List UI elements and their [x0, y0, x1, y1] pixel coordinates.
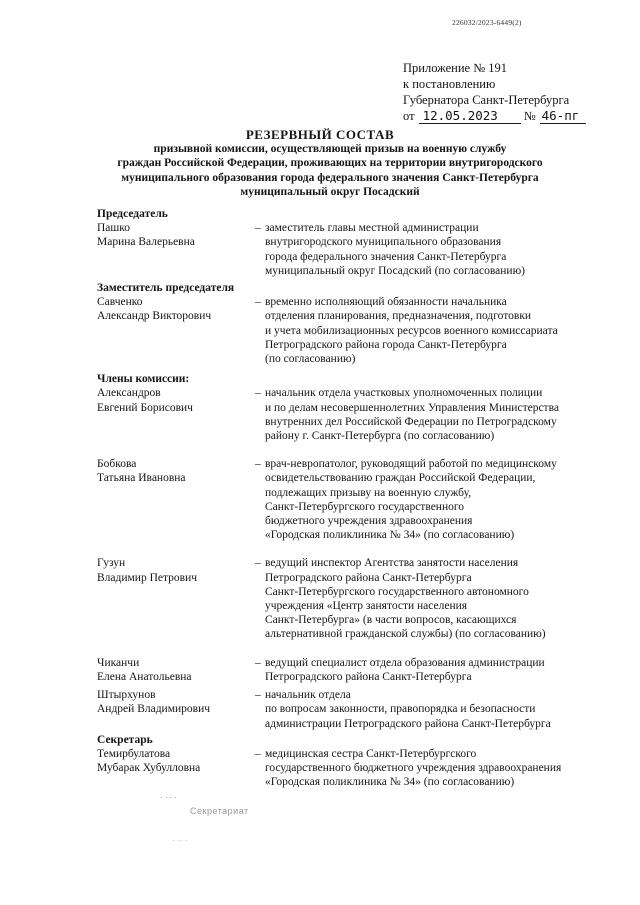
role-line: «Городская поликлиника № 34» (по согласованию): [265, 776, 515, 789]
section-heading-chairman: Председатель: [97, 208, 168, 220]
role-line: ведущий специалист отдела образования администрации: [265, 656, 545, 669]
member-role: [265, 221, 617, 278]
member-role: [265, 747, 617, 790]
role-line: «Городская поликлиника № 34» (по согласованию): [265, 529, 515, 542]
appendix-line-1: Приложение № 191: [403, 61, 508, 75]
role-line: (по согласованию): [265, 353, 356, 366]
role-line: врач-невропатолог, руководящий работой по медицинскому: [265, 458, 557, 471]
dash: –: [255, 296, 261, 309]
member-entry: [97, 556, 617, 641]
section-heading-members: Члены комиссии:: [97, 373, 190, 386]
subtitle-line: муниципального образования города федерального значения Санкт-Петербурга: [121, 171, 539, 184]
role-line: Петроградского района Санкт-Петербурга: [265, 670, 472, 683]
composition-list: [97, 207, 617, 804]
number-prefix: №: [523, 109, 536, 123]
decree-date: 12.05.2023: [419, 109, 521, 124]
member-entry: [97, 688, 617, 731]
member-role: [265, 556, 617, 641]
member-name: [97, 295, 255, 366]
role-line: учреждения «Центр занятости населения: [265, 600, 468, 613]
role-line: внутренних дел Российской Федерации по Петроградскому: [265, 415, 557, 428]
member-name: [97, 556, 255, 641]
role-line: Санкт-Петербургского государственного автономного: [265, 585, 529, 598]
member-role: [265, 457, 617, 542]
faint-stamp-mark: · ·· ·: [172, 836, 188, 845]
role-line: Санкт-Петербургского государственного: [265, 500, 465, 513]
given-names: Татьяна Ивановна: [97, 472, 186, 485]
member-role: [265, 688, 617, 731]
subtitle-line: муниципальный округ Посадский: [240, 185, 420, 198]
member-name: [97, 386, 255, 443]
member-entry: [97, 386, 617, 443]
given-names: Мубарак Хубулловна: [97, 762, 201, 775]
member-role: [265, 386, 617, 443]
role-line: начальник отдела участковых уполномоченных полиции: [265, 387, 543, 400]
surname: Александров: [97, 387, 161, 400]
surname: Темирбулатова: [97, 747, 171, 760]
member-entry: [97, 457, 617, 542]
member-name: [97, 656, 255, 684]
role-line: администрации Петроградского района Санкт-Петербурга: [265, 717, 551, 730]
surname: Чиканчи: [97, 656, 140, 669]
appendix-block: [403, 60, 586, 124]
role-line: освидетельствованию граждан Российской Федерации,: [265, 472, 536, 485]
role-line: заместитель главы местной администрации: [265, 222, 479, 235]
appendix-date-line: [403, 108, 586, 124]
member-name: [97, 221, 255, 278]
surname: Гузун: [97, 557, 126, 570]
given-names: Марина Валерьевна: [97, 236, 195, 249]
role-line: и учета мобилизационных ресурсов военного комиссариата: [265, 324, 558, 337]
role-line: города федерального значения Санкт-Петербурга: [265, 250, 507, 263]
faint-stamp-mark: · ·· ·: [160, 792, 177, 802]
role-line: государственного бюджетного учреждения здравоохранения: [265, 762, 562, 775]
member-name: [97, 688, 255, 731]
dash: –: [255, 458, 261, 471]
role-line: по вопросам законности, правопорядка и безопасности: [265, 703, 536, 716]
role-line: Петроградского района Санкт-Петербурга: [265, 571, 472, 584]
surname: Бобкова: [97, 458, 137, 471]
role-line: и по делам несовершеннолетних Управления Министерства: [265, 401, 559, 414]
decree-number: 46-пг: [540, 109, 586, 124]
role-line: начальник отдела: [265, 689, 351, 702]
surname: Савченко: [97, 296, 143, 309]
member-entry: [97, 656, 617, 684]
subtitle-line: призывной комиссии, осуществляющей призыв на военную службу: [153, 143, 507, 155]
page-title: РЕЗЕРВНЫЙ СОСТАВ: [245, 127, 395, 142]
role-line: медицинская сестра Санкт-Петербургского: [265, 747, 477, 760]
role-line: Петроградского района города Санкт-Петербурга: [265, 338, 507, 351]
subtitle-line: граждан Российской Федерации, проживающих на территории внутригородского: [117, 157, 543, 170]
section-heading-deputy: Заместитель председателя: [97, 282, 235, 295]
page-subtitle: [60, 142, 600, 199]
member-role: [265, 295, 617, 366]
role-line: временно исполняющий обязанности начальника: [265, 296, 507, 309]
dash: –: [255, 747, 261, 760]
appendix-line-2: к постановлению: [403, 77, 496, 91]
member-entry: [97, 747, 617, 790]
role-line: Санкт-Петербурга» (в части вопросов, касающихся: [265, 614, 517, 627]
role-line: отделения планирования, предназначения, подготовки: [265, 310, 532, 323]
member-entry: [97, 295, 617, 366]
faint-stamp-text: Секретариат: [190, 806, 249, 816]
appendix-line-3: Губернатора Санкт-Петербурга: [403, 93, 570, 107]
dash: –: [255, 557, 261, 570]
member-entry: [97, 221, 617, 278]
surname: Штырхунов: [97, 689, 156, 702]
member-name: [97, 457, 255, 542]
dash: –: [255, 387, 261, 400]
given-names: Владимир Петрович: [97, 571, 198, 584]
dash: –: [255, 222, 261, 235]
role-line: бюджетного учреждения здравоохранения: [265, 515, 473, 528]
role-line: альтернативной гражданской службы) (по согласованию): [265, 628, 546, 641]
given-names: Евгений Борисович: [97, 401, 193, 414]
given-names: Андрей Владимирович: [97, 703, 211, 716]
role-line: району г. Санкт-Петербурга (по согласованию): [265, 430, 495, 443]
section-heading-secretary: Секретарь: [97, 733, 153, 746]
surname: Пашко: [97, 222, 131, 235]
document-id: 226032/2023-6449(2): [452, 18, 522, 27]
role-line: муниципальный округ Посадский (по согласованию): [265, 264, 525, 277]
given-names: Елена Анатольевна: [97, 670, 192, 683]
member-role: [265, 656, 617, 684]
given-names: Александр Викторович: [97, 310, 212, 323]
role-line: внутригородского муниципального образования: [265, 236, 502, 249]
date-prefix: от: [403, 109, 415, 123]
dash: –: [255, 689, 261, 702]
role-line: ведущий инспектор Агентства занятости населения: [265, 557, 519, 570]
role-line: подлежащих призыву на военную службу,: [265, 486, 472, 499]
dash: –: [255, 656, 261, 669]
member-name: [97, 747, 255, 790]
